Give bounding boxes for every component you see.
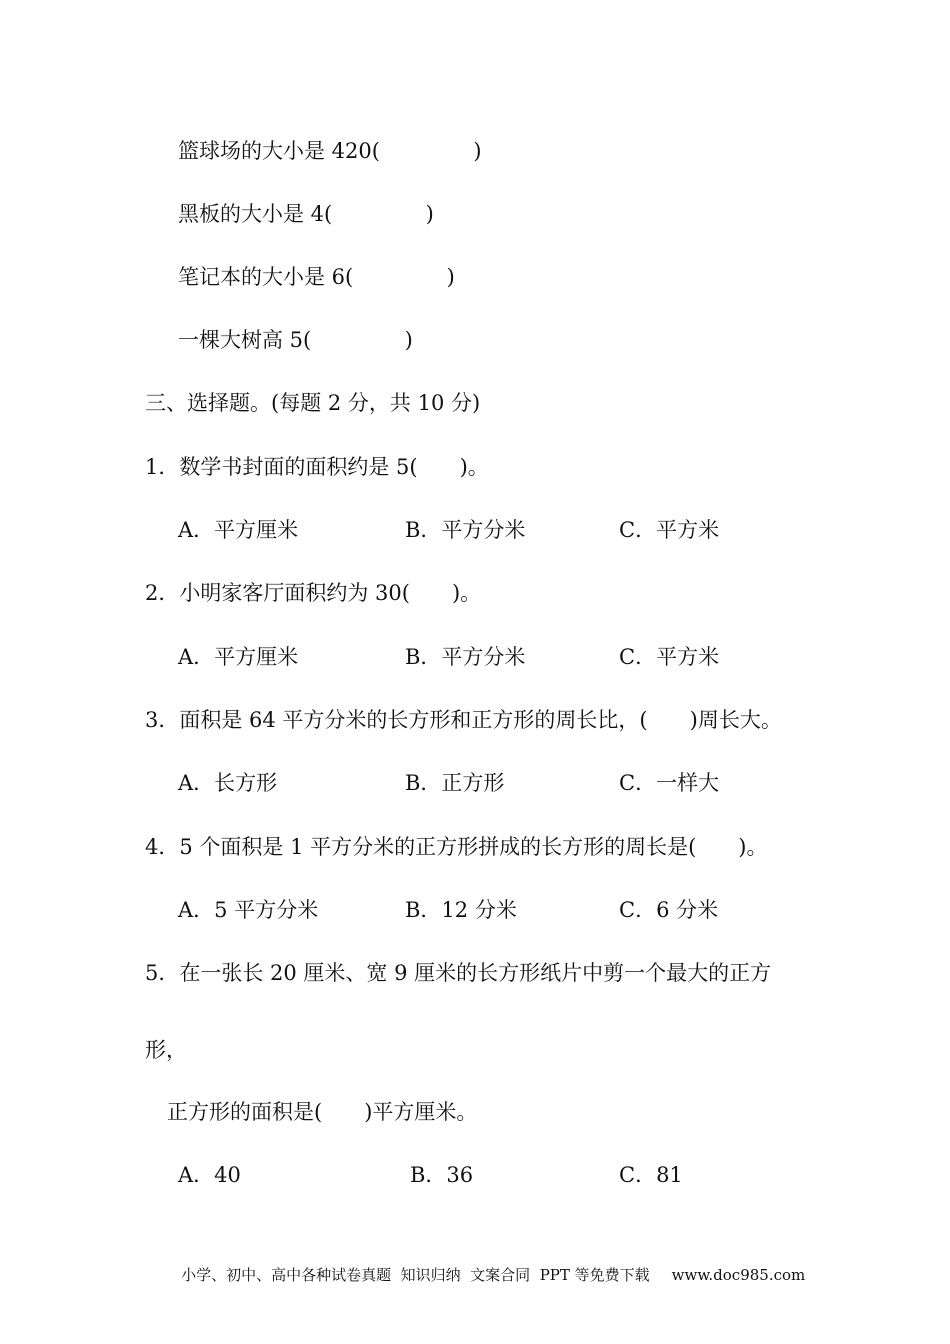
question-3: 3．面积是 64 平方分米的长方形和正方形的周长比，( )周长大。 — [145, 708, 782, 732]
question-2-option-b: B．平方分米 — [405, 645, 526, 669]
question-4-option-a: A．5 平方分米 — [178, 898, 319, 922]
question-3-option-b: B．正方形 — [405, 771, 505, 795]
footer-text: 小学、初中、高中各种试卷真题 知识归纳 文案合同 PPT 等免费下载 — [181, 1266, 650, 1284]
question-5-option-a: A．40 — [178, 1163, 241, 1187]
fill-item-blackboard: 黑板的大小是 4( ) — [178, 202, 434, 226]
section-title: 三、选择题。(每题 2 分，共 10 分) — [145, 391, 481, 415]
question-1-option-a: A．平方厘米 — [178, 518, 299, 542]
question-3-option-a: A．长方形 — [178, 771, 278, 795]
page-footer — [162, 1245, 805, 1305]
question-2: 2．小明家客厅面积约为 30( )。 — [145, 581, 482, 605]
fill-item-basketball: 篮球场的大小是 420( ) — [178, 139, 482, 163]
fill-item-notebook: 笔记本的大小是 6( ) — [178, 265, 455, 289]
question-5-continuation-2: 正方形的面积是( )平方厘米。 — [167, 1100, 478, 1124]
question-5-continuation: 形， — [145, 1038, 187, 1062]
question-2-option-c: C．平方米 — [619, 645, 720, 669]
fill-item-tree: 一棵大树高 5( ) — [178, 328, 413, 352]
question-4-option-b: B．12 分米 — [405, 898, 517, 922]
question-3-option-c: C．一样大 — [619, 771, 720, 795]
question-1: 1．数学书封面的面积约是 5( )。 — [145, 455, 489, 479]
question-4: 4．5 个面积是 1 平方分米的正方形拼成的长方形的周长是( )。 — [145, 835, 768, 859]
question-2-option-a: A．平方厘米 — [178, 645, 299, 669]
question-4-option-c: C．6 分米 — [619, 898, 719, 922]
question-1-option-b: B．平方分米 — [405, 518, 526, 542]
question-1-option-c: C．平方米 — [619, 518, 720, 542]
question-5-option-c: C．81 — [619, 1163, 683, 1187]
question-5: 5．在一张长 20 厘米、宽 9 厘米的长方形纸片中剪一个最大的正方 — [145, 961, 772, 985]
question-5-option-b: B．36 — [410, 1163, 474, 1187]
footer-url[interactable]: www.doc985.com — [671, 1266, 806, 1284]
